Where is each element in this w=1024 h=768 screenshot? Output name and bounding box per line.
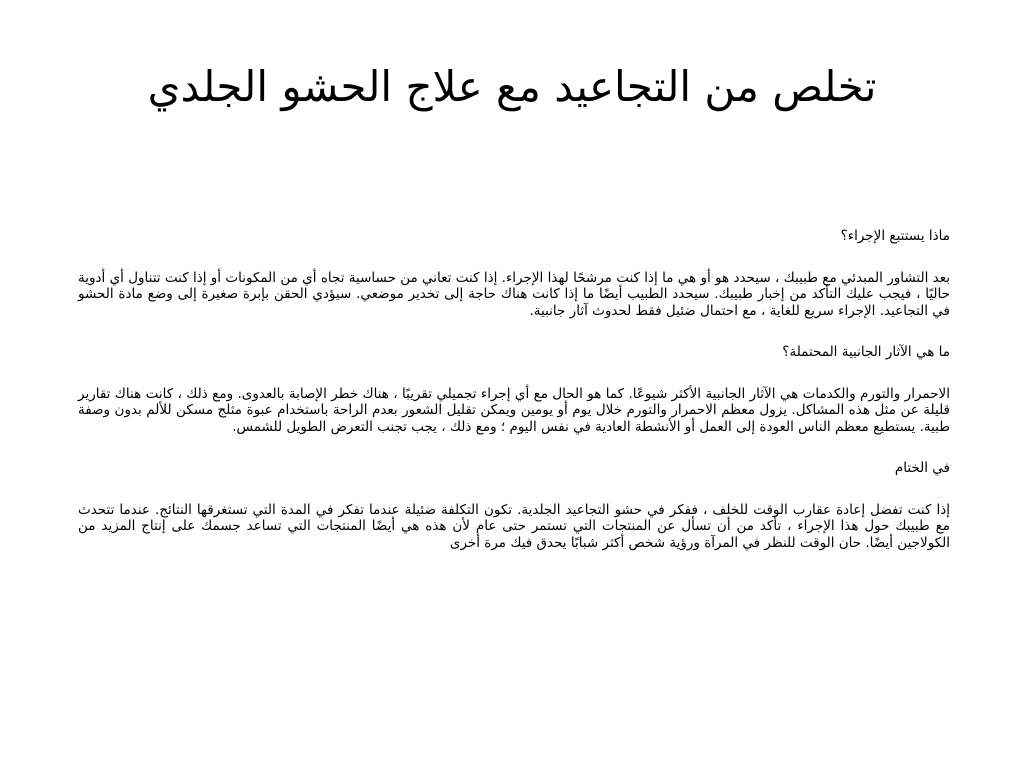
paragraph-procedure: بعد التشاور المبدئي مع طبيبك ، سيحدد هو أو هي ما إذا كنت مرشحًا لهذا الإجراء. إذا كنت تعاني من حساسية تجاه أي من المكونات أو إذا كنت تتناول أي أدوية حاليًا ، فيجب عليك التأكد من إخبار طبيبك. سيحدد الطبيب أيضًا ما إذا كانت هناك حاجة إلى تخدير موضعي. سيؤدي الحقن بإبرة صغيرة إلى وضع مادة الحشو في التجاعيد. الإجراء سريع للغاية ، مع احتمال ضئيل فقط لحدوث آثار جانبية. bbox=[78, 269, 950, 319]
section-heading-conclusion: في الختام bbox=[894, 460, 950, 476]
paragraph-conclusion: إذا كنت تفضل إعادة عقارب الوقت للخلف ، ففكر في حشو التجاعيد الجلدية. تكون التكلفة ضئيلة عندما تفكر في المدة التي تستغرقها النتائج. عندما تتحدث مع طبيبك حول هذا الإجراء ، تأكد من أن تسأل عن المنتجات التي تستمر حتى عام لأن هذه هي أيضًا المنتجات التي تساعد جسمك على إنتاج المزيد من الكولاجين أيضًا. حان الوقت للنظر في المرآة ورؤية شخص أكثر شبابًا يحدق فيك مرة أخرى bbox=[78, 501, 950, 551]
section-heading-procedure: ماذا يستتبع الإجراء؟ bbox=[840, 228, 950, 244]
section-heading-side-effects: ما هي الآثار الجانبية المحتملة؟ bbox=[782, 344, 950, 360]
slide-body bbox=[78, 228, 950, 576]
slide-title: تخلص من التجاعيد مع علاج الحشو الجلدي bbox=[147, 62, 877, 111]
paragraph-side-effects: الاحمرار والتورم والكدمات هي الآثار الجانبية الأكثر شيوعًا. كما هو الحال مع أي إجراء تجميلي تقريبًا ، هناك خطر الإصابة بالعدوى. ومع ذلك ، كانت هناك تقارير قليلة عن مثل هذه المشاكل. يزول معظم الاحمرار والتورم خلال يوم أو يومين ويمكن تقليل الشعور بعدم الراحة باستخدام عبوة مثلج مسكن للألم بدون وصفة طبية. يستطيع معظم الناس العودة إلى العمل أو الأنشطة العادية في نفس اليوم ؛ ومع ذلك ، يجب تجنب التعرض الطويل للشمس. bbox=[78, 385, 950, 435]
